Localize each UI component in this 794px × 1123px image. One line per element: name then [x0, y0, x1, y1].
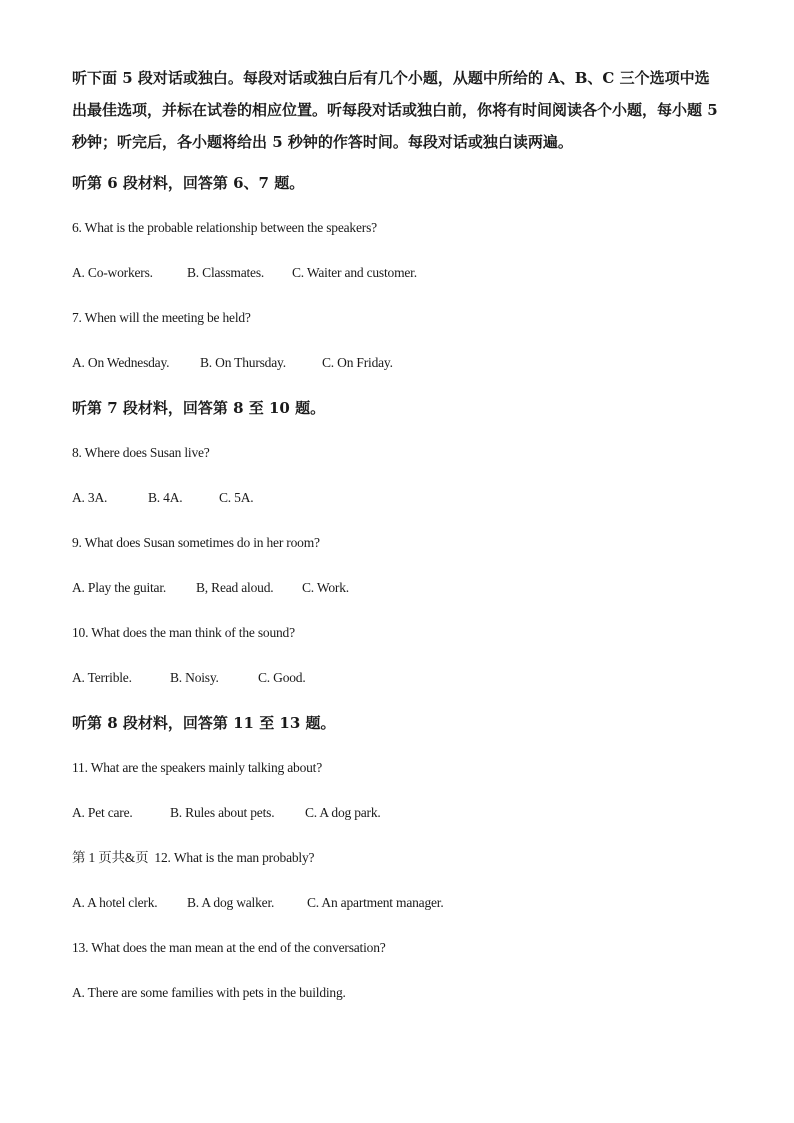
question-12-line — [72, 847, 724, 869]
option-b: B. A dog walker. — [187, 895, 275, 910]
question-8-options — [72, 487, 724, 509]
question-13: 13. What does the man mean at the end of the conversation? — [72, 940, 386, 955]
option-c: C. On Friday. — [322, 355, 393, 370]
question-9-options — [72, 577, 724, 599]
option-a: A. On Wednesday. — [72, 355, 170, 370]
page-marker: 第 1 页共&页 — [72, 850, 149, 865]
option-b: B, Read aloud. — [196, 580, 274, 595]
question-10-options — [72, 667, 724, 689]
section-heading-8: 听第 8 段材料，回答第 11 至 13 题。 — [72, 714, 336, 732]
question-11-options — [72, 802, 724, 824]
option-c: C. 5A. — [219, 490, 254, 505]
option-a: A. 3A. — [72, 490, 108, 505]
question-13-options — [72, 982, 724, 1004]
option-a: A. Pet care. — [72, 805, 133, 820]
option-a: A. There are some families with pets in the building. — [72, 985, 346, 1000]
option-a: A. Terrible. — [72, 670, 132, 685]
question-8: 8. Where does Susan live? — [72, 445, 210, 460]
section-heading-7: 听第 7 段材料，回答第 8 至 10 题。 — [72, 399, 326, 417]
option-c: C. Waiter and customer. — [292, 265, 417, 280]
question-9: 9. What does Susan sometimes do in her room? — [72, 535, 320, 550]
question-12-options — [72, 892, 724, 914]
question-12: 12. What is the man probably? — [154, 850, 315, 865]
question-7-options — [72, 352, 724, 374]
option-c: C. Good. — [258, 670, 306, 685]
option-b: B. Classmates. — [187, 265, 265, 280]
option-b: B. Noisy. — [170, 670, 219, 685]
question-11: 11. What are the speakers mainly talking about? — [72, 760, 323, 775]
option-a: A. Play the guitar. — [72, 580, 167, 595]
exam-page — [72, 62, 724, 1004]
option-c: C. A dog park. — [305, 805, 381, 820]
listening-instructions: 听下面 5 段对话或独白。每段对话或独白后有几个小题，从题中所给的 A、B、C 三个选项中选出最佳选项，并标在试卷的相应位置。听每段对话或独白前，你将有时间阅读各个小题，每小题 5 秒钟；听完后，各小题将给出 5 秒钟的作答时间。每段对话或独白读两遍。 — [72, 69, 718, 151]
option-a: A. Co-workers. — [72, 265, 153, 280]
question-10: 10. What does the man think of the sound? — [72, 625, 295, 640]
option-b: B. 4A. — [148, 490, 183, 505]
section-heading-6: 听第 6 段材料，回答第 6、7 题。 — [72, 174, 305, 192]
option-b: B. Rules about pets. — [170, 805, 275, 820]
option-c: C. An apartment manager. — [307, 895, 444, 910]
question-7: 7. When will the meeting be held? — [72, 310, 251, 325]
option-b: B. On Thursday. — [200, 355, 286, 370]
option-a: A. A hotel clerk. — [72, 895, 158, 910]
question-6: 6. What is the probable relationship between the speakers? — [72, 220, 377, 235]
option-c: C. Work. — [302, 580, 349, 595]
question-6-options — [72, 262, 724, 284]
